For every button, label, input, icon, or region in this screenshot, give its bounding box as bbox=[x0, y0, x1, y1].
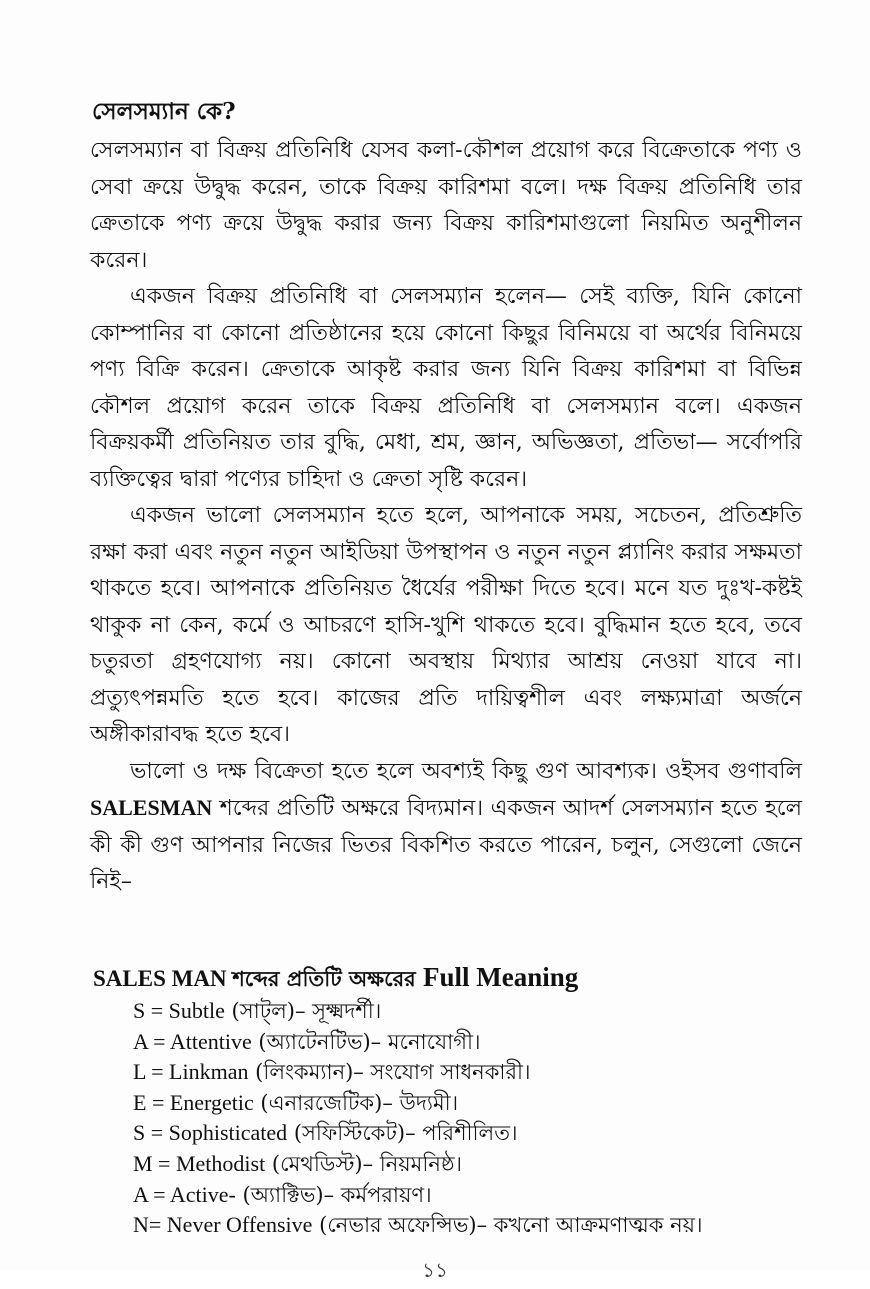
meaning-item-a-active bbox=[133, 1180, 703, 1211]
meaning-item-m-methodist bbox=[133, 1149, 703, 1180]
meaning-rest: (সফিস্টিকেট)– পরিশীলিত। bbox=[287, 1121, 518, 1146]
meaning-rest: (লিংকম্যান)– সংযোগ সাধনকারী। bbox=[248, 1060, 531, 1085]
meaning-rest: (এনারজেটিক)– উদ্যমী। bbox=[253, 1090, 459, 1115]
meaning-rest: (সাট্‌ল)– সূক্ষ্মদর্শী। bbox=[224, 999, 382, 1023]
body-text bbox=[90, 133, 802, 901]
meaning-term: A = Active- bbox=[133, 1181, 236, 1207]
meaning-term: N= Never Offensive bbox=[133, 1212, 313, 1238]
paragraph-1: সেলসম্যান বা বিক্রয় প্রতিনিধি যেসব কলা-কৌশল প্রয়োগ করে বিক্রেতাকে পণ্য ও সেবা ক্রয়ে উদ্বুদ্ধ করেন, তাকে বিক্রয় কারিশমা বলে। দক্ষ বিক্রয় প্রতিনিধি তার ক্রেতাকে পণ্য ক্রয়ে উদ্বুদ্ধ করার জন্য বিক্রয় কারিশমাগুলো নিয়মিত অনুশীলন করেন। bbox=[90, 138, 802, 273]
paragraph-4-before: ভালো ও দক্ষ বিক্রেতা হতে হলে অবশ্যই কিছু গুণ আবশ্যক। ওইসব গুণাবলি bbox=[130, 758, 802, 784]
meaning-item-a-attentive bbox=[133, 1027, 703, 1058]
page-number: ১১ bbox=[422, 1258, 448, 1282]
meaning-item-e-energetic bbox=[133, 1088, 703, 1119]
section-title-part1: SALES MAN bbox=[93, 966, 233, 991]
paragraph-3: একজন ভালো সেলসম্যান হতে হলে, আপনাকে সময়, সচেতন, প্রতিশ্রুতি রক্ষা করা এবং নতুন নতুন আইডিয়া উপস্থাপন ও নতুন নতুন প্ল্যানিং করার সক্ষমতা থাকতে হবে। আপনাকে প্রতিনিয়ত ধৈর্যের পরীক্ষা দিতে হবে। মনে যত দুঃখ-কষ্টই থাকুক না কেন, কর্মে ও আচরণে হাসি-খুশি থাকতে হবে। বুদ্ধিমান হতে হবে, তবে চতুরতা গ্রহণযোগ্য নয়। কোনো অবস্থায় মিথ্যার আশ্রয় নেওয়া যাবে না। প্রত্যুৎপন্নমতি হতে হবে। কাজের প্রতি দায়িত্বশীল এবং লক্ষ্যমাত্রা অর্জনে অঙ্গীকারাবদ্ধ হতে হবে। bbox=[90, 503, 802, 747]
meaning-item-s-sophisticated bbox=[133, 1118, 703, 1149]
meaning-list bbox=[133, 996, 703, 1241]
meaning-rest: (অ্যাক্টিভ)– কর্মপরায়ণ। bbox=[235, 1182, 432, 1207]
meaning-rest: (অ্যাটেনটিভ)– মনোযোগী। bbox=[251, 1029, 481, 1054]
paragraph-2: একজন বিক্রয় প্রতিনিধি বা সেলসম্যান হলেন— সেই ব্যক্তি, যিনি কোনো কোম্পানির বা কোনো প্রতিষ্ঠানের হয়ে কোনো কিছুর বিনিময়ে বা অর্থের বিনিময়ে পণ্য বিক্রি করেন। ক্রেতাকে আকৃষ্ট করার জন্য যিনি বিক্রয় কারিশমা বা বিভিন্ন কৌশল প্রয়োগ করেন তাকে বিক্রয় প্রতিনিধি বা সেলসম্যান বলে। একজন বিক্রয়কর্মী প্রতিনিয়ত তার বুদ্ধি, মেধা, শ্রম, জ্ঞান, অভিজ্ঞতা, প্রতিভা— সর্বোপরি ব্যক্তিত্বের দ্বারা পণ্যের চাহিদা ও ক্রেতা সৃষ্টি করেন। bbox=[90, 284, 802, 492]
meaning-item-l-linkman bbox=[133, 1057, 703, 1088]
meaning-rest: (নেভার অফেন্সিভ)– কখনো আক্রমণাত্মক নয়। bbox=[312, 1213, 703, 1238]
section-title-part3: Full Meaning bbox=[423, 962, 579, 992]
meaning-item-n-never-offensive bbox=[133, 1210, 703, 1241]
meaning-term: M = Methodist bbox=[133, 1150, 266, 1176]
meaning-item-s-subtle bbox=[133, 996, 703, 1027]
meaning-term: S = Sophisticated bbox=[133, 1120, 288, 1146]
section-title-full-meaning bbox=[93, 962, 578, 998]
meaning-term: A = Attentive bbox=[133, 1028, 252, 1054]
paragraph-4-after: শব্দের প্রতিটি অক্ষরে বিদ্যমান। একজন আদর্শ সেলসম্যান হতে হলে কী কী গুণ আপনার নিজের ভিতর বিকশিত করতে পারেন, চলুন, সেগুলো জেনে নিই– bbox=[90, 796, 802, 894]
salesman-word: SALESMAN bbox=[90, 795, 213, 820]
meaning-term: S = Subtle bbox=[133, 998, 225, 1023]
heading-who-is-salesman: সেলসম্যান কে? bbox=[92, 98, 236, 125]
meaning-term: E = Energetic bbox=[133, 1089, 254, 1115]
section-title-part2: শব্দের প্রতিটি অক্ষরের bbox=[232, 966, 424, 991]
meaning-rest: (মেথডিস্ট)– নিয়মনিষ্ঠ। bbox=[265, 1151, 463, 1176]
meaning-term: L = Linkman bbox=[133, 1059, 249, 1085]
paragraph-4 bbox=[90, 754, 802, 901]
